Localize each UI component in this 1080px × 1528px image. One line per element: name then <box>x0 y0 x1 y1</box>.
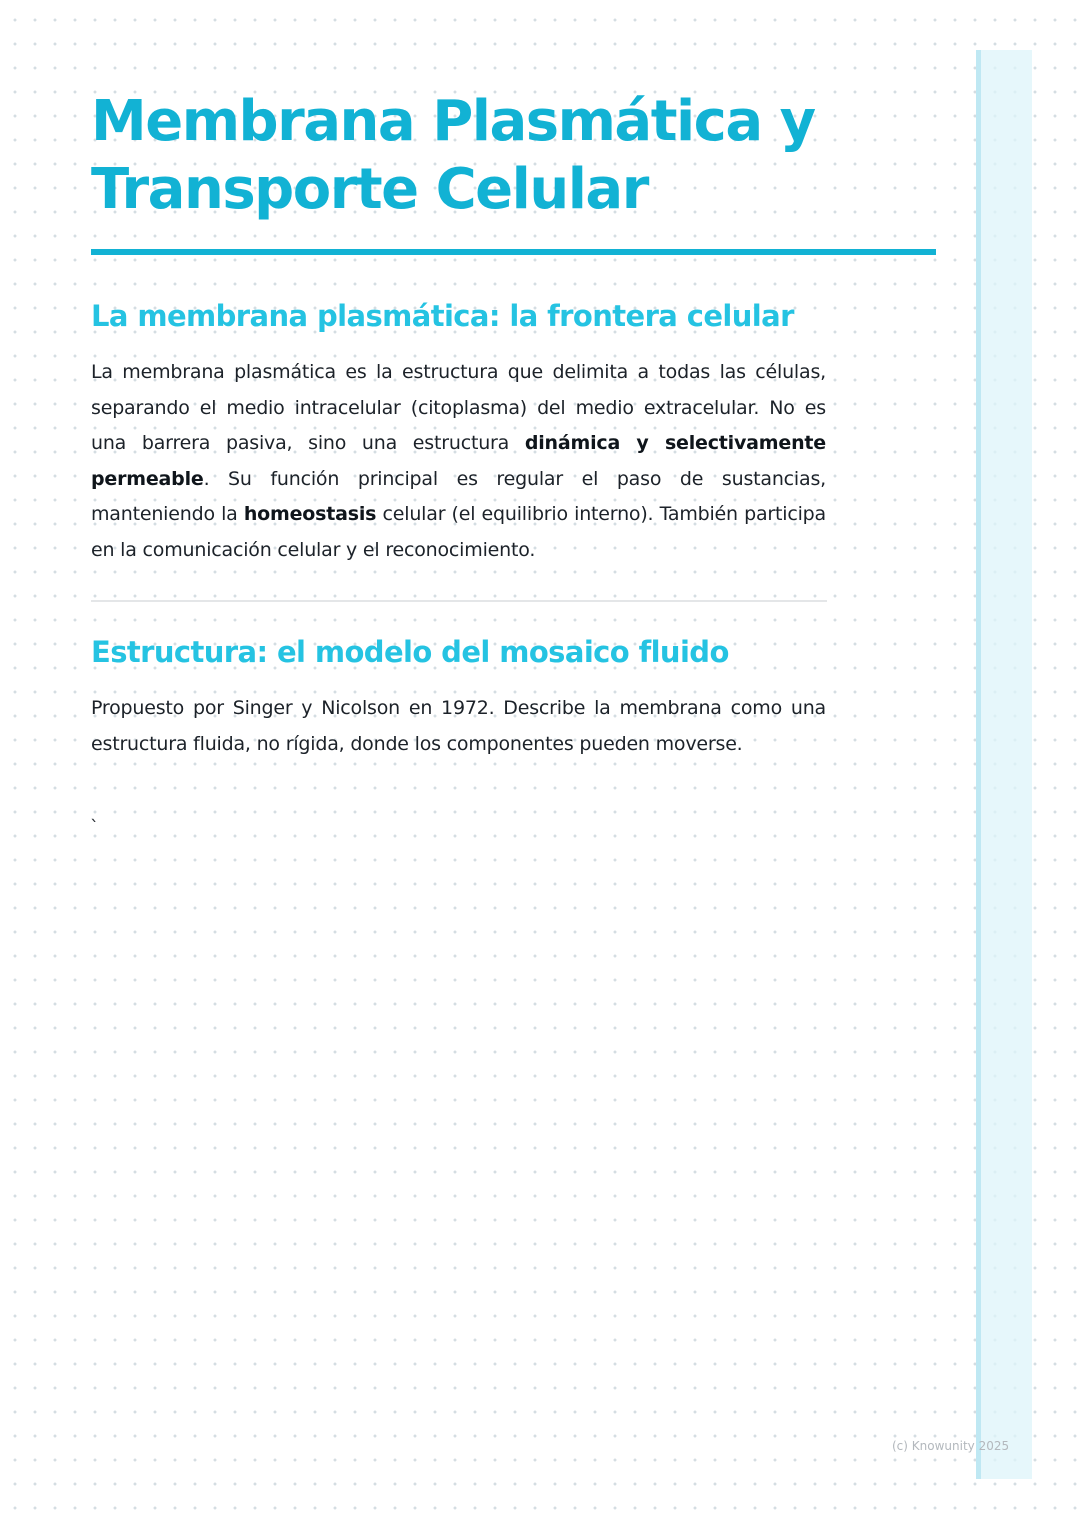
section-paragraph-estructura: Propuesto por Singer y Nicolson en 1972. Describe la membrana como una estructura fluida, no rígida, donde los componentes pueden moverse. <box>91 697 826 755</box>
copyright-footer: (c) Knowunity 2025 <box>892 1439 1010 1453</box>
paragraph-text-part: La membrana plasmática es la estructura que delimita a todas las células, separando el medio intracelular (citoplasma) del medio extracelular. No es una barrera pasiva, sino una estructura <box>91 361 826 454</box>
section-divider <box>91 600 827 602</box>
section-paragraph-membrana <box>91 355 826 568</box>
side-margin-strip <box>976 50 1032 1479</box>
page-title: Membrana Plasmática y Transporte Celular <box>91 89 815 222</box>
bold-term-homeostasis: homeostasis <box>243 503 377 525</box>
stray-mark: ` <box>90 817 99 838</box>
paragraph-text-part: . Su función principal es regular el paso de sustancias, manteniendo la <box>91 467 826 525</box>
title-underline <box>91 249 936 255</box>
bold-term-dinamica: dinámica y selectivamente permeable <box>91 432 826 490</box>
side-margin-line <box>976 50 981 1479</box>
section-heading-estructura: Estructura: el modelo del mosaico fluido <box>91 635 729 669</box>
section-heading-membrana: La membrana plasmática: la frontera celular <box>91 299 794 333</box>
paragraph-text-part: celular (el equilibrio interno). También participa en la comunicación celular y el reconocimiento. <box>91 503 826 561</box>
